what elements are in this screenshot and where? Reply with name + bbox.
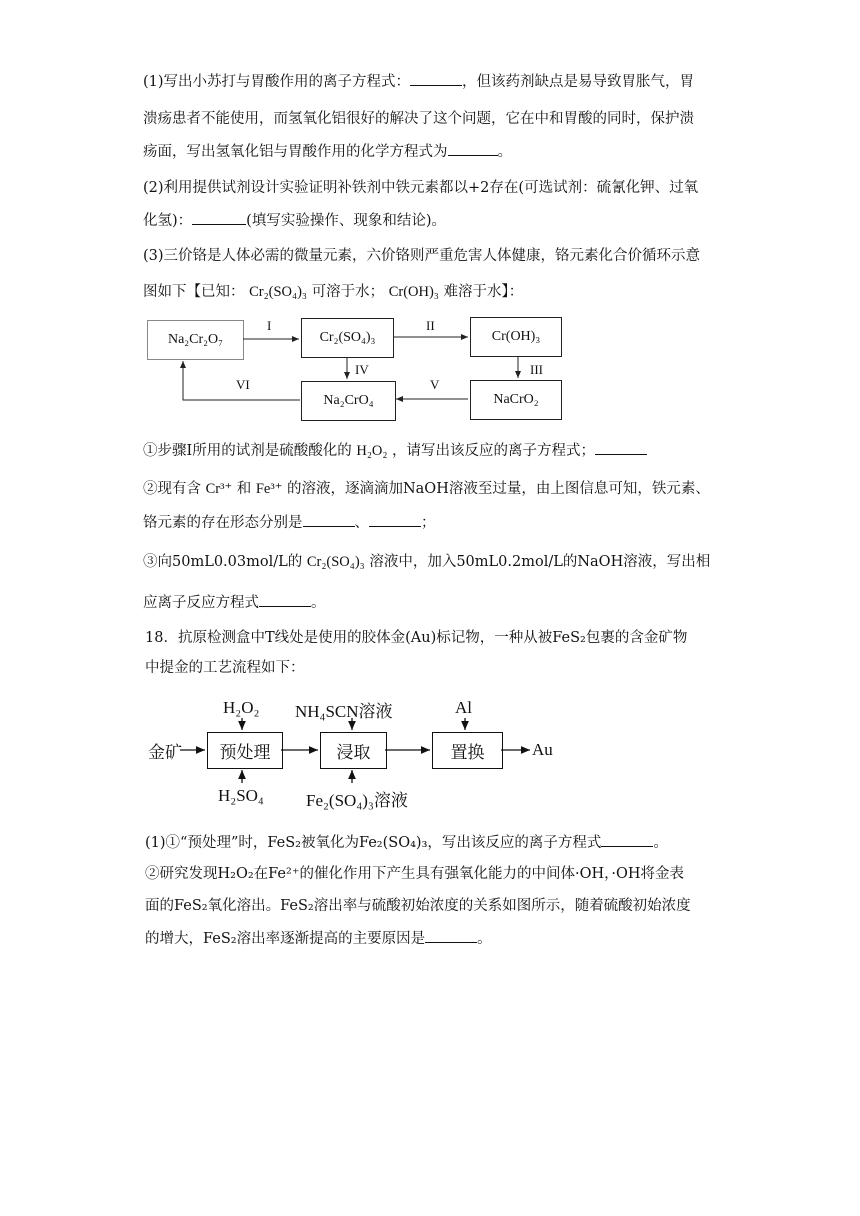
- reagent-fe2so43: Fe₂(SO₄)₃溶液: [306, 791, 408, 810]
- box-nacro2: NaCrO₂: [470, 380, 562, 420]
- reagent-h2o2: H₂O₂: [223, 698, 260, 717]
- text: 疡面，写出氢氧化铝与胃酸作用的化学方程式为: [143, 144, 448, 160]
- flow-end-label: Au: [532, 740, 553, 759]
- text: 图如下【已知：: [143, 284, 245, 300]
- formula-cr3: Cr³⁺: [205, 481, 233, 497]
- box-na2cro4: Na₂CrO₄: [301, 381, 396, 421]
- box-croh3: Cr(OH)₃: [470, 317, 562, 357]
- text: ，请写出该反应的离子方程式；: [392, 443, 596, 459]
- text: 。: [311, 595, 326, 611]
- formula-fe3: Fe³⁺: [255, 481, 283, 497]
- text: ②研究发现H₂O₂在Fe²⁺的催化作用下产生具有强氧化能力的中间体·OH，·OH将金表: [145, 866, 685, 882]
- text: (1)写出小苏打与胃酸作用的离子方程式：: [143, 74, 411, 90]
- text: 18．抗原检测盒中T线处是使用的胶体金(Au)标记物，一种从被FeS₂包裹的含金矿物: [145, 630, 688, 646]
- step-label-6: VI: [236, 377, 250, 392]
- text: (2)利用提供试剂设计实验证明补铁剂中铁元素都以+2存在(可选试剂：硫氰化钾、过氧: [143, 180, 699, 196]
- step-label-1: I: [267, 318, 272, 333]
- text: 的增大，FeS₂溶出率逐渐提高的主要原因是: [145, 931, 426, 947]
- text: 。: [653, 835, 668, 851]
- flow-box-pretreatment: 预处理: [207, 732, 283, 769]
- box-na2cr2o7: Na₂Cr₂O₇: [147, 320, 244, 360]
- formula-h2o2: H₂O₂: [356, 443, 388, 459]
- text: 。: [497, 144, 512, 160]
- q18-part2-line1: [145, 864, 684, 884]
- text: ①步骤I所用的试剂是硫酸酸化的: [143, 443, 352, 459]
- q18-part2-line3: [145, 928, 492, 949]
- text: 可溶于水；: [311, 284, 385, 300]
- step-label-4: IV: [355, 362, 369, 377]
- formula-cr2so43: Cr₂(SO₄)₃: [306, 554, 365, 570]
- text: 中提金的工艺流程如下：: [145, 660, 305, 676]
- reagent-al: Al: [455, 698, 472, 717]
- text: 和: [236, 481, 252, 497]
- q18-part1: [145, 832, 668, 853]
- text: (1)①“预处理”时，FeS₂被氧化为Fe₂(SO₄)₃，写出该反应的离子方程式: [145, 835, 602, 851]
- step-label-2: II: [426, 318, 435, 333]
- text: (填写实验操作、现象和结论)。: [246, 213, 446, 229]
- flow-start-label: 金矿: [148, 743, 182, 763]
- text: 难溶于水】：: [443, 284, 524, 300]
- text: 溃疡患者不能使用，而氢氧化铝很好的解决了这个问题，它在中和胃酸的同时，保护溃: [143, 111, 694, 127]
- flow-box-replacement: 置换: [432, 732, 503, 769]
- text: 面的FeS₂氧化溶出。FeS₂溶出率与硫酸初始浓度的关系如图所示，随着硫酸初始浓度: [145, 898, 691, 914]
- answer-blank: [425, 928, 477, 943]
- box-cr2so43: Cr₂(SO₄)₃: [301, 318, 394, 358]
- text: ③向50mL0.03mol/L的: [143, 554, 303, 570]
- text: (3)三价铬是人体必需的微量元素，六价铬则严重危害人体健康，铬元素化合价循环示意: [143, 248, 701, 264]
- text: 溶液中，加入50mL0.2mol/L的NaOH溶液，写出相: [369, 554, 711, 570]
- text: ，但该药剂缺点是易导致胃胀气，胃: [462, 74, 695, 90]
- text: ；: [421, 515, 436, 531]
- text: 应离子反应方程式: [143, 595, 259, 611]
- reagent-nh4scn: NH₄SCN溶液: [295, 702, 393, 721]
- text: 铬元素的存在形态分别是: [143, 515, 303, 531]
- text: 。: [477, 931, 492, 947]
- q18-part2-line2: [145, 896, 691, 916]
- reagent-h2so4: H₂SO₄: [218, 786, 264, 805]
- formula-croh3: Cr(OH)₃: [388, 284, 439, 300]
- step-label-5: V: [430, 377, 440, 392]
- formula-cr2so43: Cr₂(SO₄)₃: [249, 284, 307, 300]
- text: 的溶液，逐滴滴加NaOH溶液至过量，由上图信息可知，铁元素、: [286, 481, 710, 497]
- flow-box-leaching: 浸取: [320, 732, 387, 769]
- text: 化氢)：: [143, 213, 193, 229]
- step-label-3: III: [530, 362, 543, 377]
- answer-blank: [601, 832, 653, 847]
- text: 、: [354, 515, 369, 531]
- text: ②现有含: [143, 481, 201, 497]
